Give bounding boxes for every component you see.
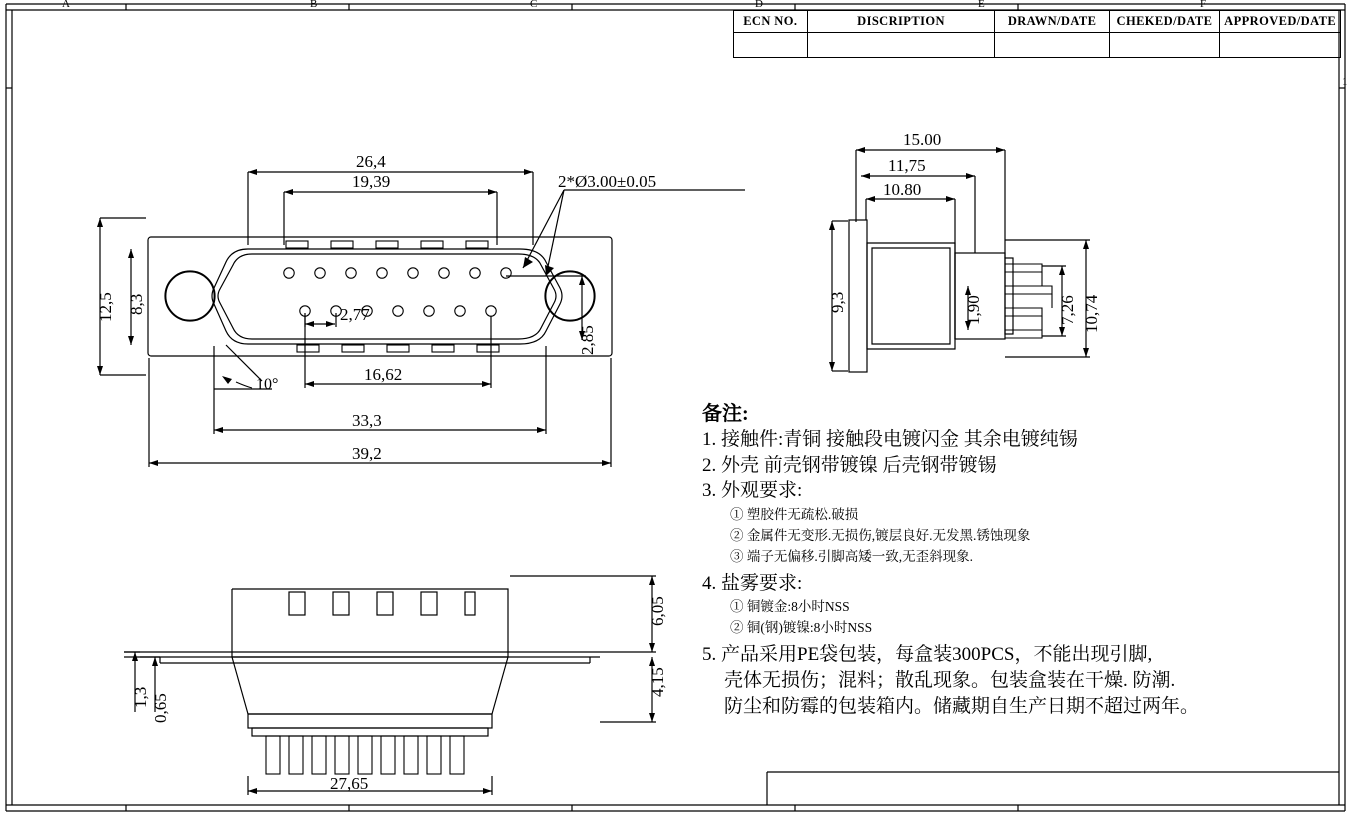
dim-hole-callout: 2*Ø3.00±0.05	[558, 172, 657, 191]
note-item-5-line-1: 5. 产品采用PE袋包装，每盒装300PCS，不能出现引脚,	[702, 644, 1153, 665]
cell-discription	[807, 33, 995, 58]
note-item-5-line-2: 壳体无损伤；混料；散乱现象。包装盒装在干燥. 防潮.	[724, 670, 1176, 691]
dim-11-75: 11,75	[888, 156, 926, 175]
header-cheked-date: CHEKED/DATE	[1109, 11, 1220, 33]
dim-16-62: 16,62	[364, 365, 403, 384]
dim-7-26: 7,26	[1058, 295, 1077, 325]
header-approved-date: APPROVED/DATE	[1220, 11, 1341, 33]
dim-27-65: 27,65	[330, 774, 369, 793]
note-item-1: 1. 接触件:青铜 接触段电镀闪金 其余电镀纯锡	[702, 429, 1078, 450]
dim-2-85: 2,85	[578, 325, 597, 355]
dim-10-80: 10.80	[883, 180, 922, 199]
cell-ecn-no	[734, 33, 808, 58]
table-header-row	[734, 11, 1341, 33]
frame-letter-e: E	[978, 0, 985, 10]
header-ecn-no: ECN NO.	[734, 11, 808, 33]
dim-12-5: 12,5	[96, 292, 115, 322]
note-4-sub-2: ② 铜(钢)镀镍:8小时NSS	[730, 620, 873, 635]
note-item-2: 2. 外壳 前壳钢带镀镍 后壳钢带镀锡	[702, 454, 997, 476]
frame-letter-b: B	[310, 0, 318, 10]
table-row	[734, 33, 1341, 58]
frame-row-number: 1	[1342, 76, 1348, 88]
note-3-sub-2: ② 金属件无变形.无损伤,镀层良好.无发黑.锈蚀现象	[730, 527, 1031, 543]
dim-2-77: 2,77	[340, 305, 370, 324]
dim-4-15: 4,15	[648, 667, 667, 697]
frame-letter-a: A	[62, 0, 70, 10]
ecn-revision-table	[733, 10, 1341, 58]
note-4-sub-1: ① 铜镀金:8小时NSS	[730, 599, 850, 614]
cell-drawn-date	[995, 33, 1109, 58]
frame-letter-f: F	[1200, 0, 1207, 10]
dim-10-74: 10,74	[1082, 294, 1101, 333]
dim-15-00: 15.00	[903, 130, 942, 149]
cell-approved-date	[1220, 33, 1341, 58]
dim-19-39: 19,39	[352, 172, 391, 191]
cell-cheked-date	[1109, 33, 1220, 58]
dim-26-4: 26,4	[356, 152, 386, 171]
notes-title: 备注:	[702, 403, 749, 425]
note-item-3: 3. 外观要求:	[702, 480, 803, 501]
dim-33-3: 33,3	[352, 411, 382, 430]
dim-6-05: 6,05	[648, 596, 667, 626]
note-item-4: 4. 盐雾要求:	[702, 572, 803, 594]
dim-8-3: 8,3	[127, 293, 146, 315]
dim-39-2: 39,2	[352, 444, 382, 463]
dim-0-65: 0,65	[151, 693, 170, 723]
frame-letter-c: C	[530, 0, 538, 10]
dim-angle-10: 10°	[256, 376, 279, 393]
dim-1-90: 1,90	[964, 295, 983, 325]
note-3-sub-1: ① 塑胶件无疏松.破损	[730, 506, 859, 522]
header-discription: DISCRIPTION	[807, 11, 995, 33]
frame-letter-d: D	[755, 0, 763, 10]
note-3-sub-3: ③ 端子无偏移.引脚高矮一致,无歪斜现象.	[730, 548, 973, 564]
dim-9-3: 9,3	[828, 291, 847, 313]
note-item-5-line-3: 防尘和防霉的包装箱内。储藏期自生产日期不超过两年。	[724, 696, 1200, 717]
notes-block	[702, 402, 1342, 720]
dim-1-3: 1,3	[131, 686, 150, 708]
header-drawn-date: DRAWN/DATE	[995, 11, 1109, 33]
